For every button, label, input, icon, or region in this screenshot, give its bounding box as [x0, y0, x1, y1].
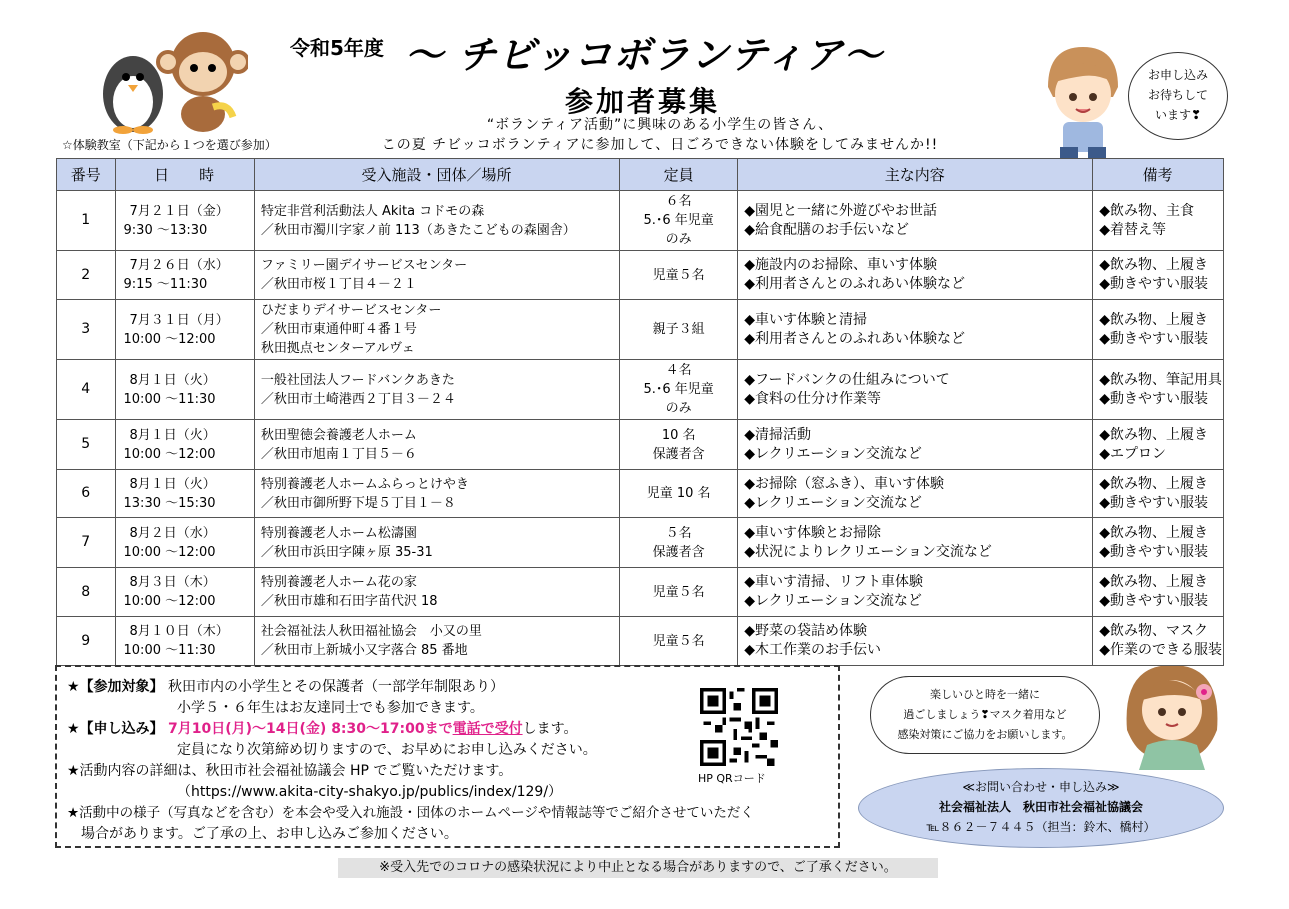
- row-facility: [254, 518, 619, 568]
- row-content-line: ◆園児と一緒に外遊びやお世話: [744, 202, 937, 219]
- table-header-row: [57, 159, 1224, 191]
- row-notes-line: ◆飲み物、上履き: [1099, 475, 1208, 492]
- row-notes: [1093, 300, 1224, 360]
- penguin-monkey-illustration: [88, 22, 248, 137]
- row-facility: [254, 251, 619, 300]
- girl-illustration: [1112, 660, 1224, 770]
- schedule-table: [56, 158, 1224, 666]
- speech-bubble: [1128, 52, 1228, 140]
- col-header-notes: 備考: [1093, 159, 1224, 191]
- row-capacity: [620, 420, 738, 470]
- row-capacity-line: 児童５名: [652, 633, 705, 649]
- row-capacity: [620, 191, 738, 251]
- row-datetime: [115, 251, 254, 300]
- row-facility-line: 特別養護老人ホーム花の家: [260, 575, 417, 590]
- qr-label: HP QRコード: [698, 772, 766, 785]
- row-number: 8: [57, 568, 116, 617]
- row-notes-line: ◆飲み物、上履き: [1099, 574, 1208, 590]
- table-row: [57, 617, 1224, 666]
- row-notes: [1093, 191, 1224, 251]
- row-capacity: [620, 617, 738, 666]
- row-facility: [254, 420, 619, 470]
- col-header-content: 主な内容: [738, 159, 1093, 191]
- row-facility-line: 社会福祉法人秋田福祉協会 小又の里: [260, 624, 482, 639]
- row-capacity-line: ５名: [665, 525, 692, 541]
- table-row: [57, 518, 1224, 568]
- row-notes-line: ◆飲み物、上履き: [1099, 257, 1208, 273]
- row-number: 1: [57, 191, 116, 251]
- row-datetime: [115, 300, 254, 360]
- footnote: ※受入先でのコロナの感染状況により中止となる場合がありますので、ご了承ください。: [338, 858, 938, 878]
- row-notes-line: ◆作業のできる服装: [1099, 642, 1222, 658]
- apply-label: ★【申し込み】: [67, 721, 164, 737]
- bubble-line: 過ごしましょう❣マスク着用など: [903, 708, 1067, 721]
- page-title: 〜 チビッコボランティア〜: [405, 33, 883, 77]
- row-datetime-line: 9:30 〜13:30: [123, 222, 208, 238]
- row-content: [738, 518, 1093, 568]
- row-notes-line: ◆飲み物、筆記用具: [1099, 371, 1222, 388]
- row-datetime-line: 8月１日（火）: [129, 476, 216, 492]
- row-content-line: ◆お掃除（窓ふき）、車いす体験: [744, 475, 944, 492]
- row-content: [738, 470, 1093, 518]
- qr-code-icon[interactable]: [700, 688, 778, 766]
- row-content-line: ◆利用者さんとのふれあい体験など: [744, 276, 965, 292]
- row-capacity-line: 5.･6 年児童: [643, 213, 714, 228]
- row-capacity: [620, 300, 738, 360]
- detail-url[interactable]: （https://www.akita-city-shakyo.jp/publics/index/129/）: [177, 784, 563, 800]
- row-datetime-line: 8月１０日（木）: [129, 624, 229, 639]
- row-capacity-line: のみ: [665, 401, 692, 416]
- row-notes-line: ◆動きやすい服装: [1099, 390, 1208, 407]
- row-number: 3: [57, 300, 116, 360]
- target-label: ★【参加対象】: [67, 679, 164, 695]
- row-content-line: ◆木工作業のお手伝い: [744, 642, 881, 658]
- row-capacity-line: のみ: [665, 232, 692, 247]
- row-facility: [254, 568, 619, 617]
- row-capacity: [620, 360, 738, 420]
- row-content-line: ◆状況によりレクリエーション交流など: [744, 543, 992, 560]
- row-datetime-line: 8月３日（木）: [129, 575, 216, 590]
- row-notes: [1093, 470, 1224, 518]
- row-capacity-line: 保護者含: [652, 446, 705, 462]
- row-facility: [254, 617, 619, 666]
- row-notes: [1093, 360, 1224, 420]
- table-row: [57, 191, 1224, 251]
- row-datetime: [115, 568, 254, 617]
- row-facility-line: ／秋田市土崎港西２丁目３－２４: [260, 391, 456, 407]
- row-capacity-line: 保護者含: [652, 544, 705, 560]
- row-datetime: [115, 470, 254, 518]
- row-facility-line: ／秋田市東通仲町４番１号: [260, 322, 417, 337]
- target-note: 小学５・６年生はお友達同士でも参加できます。: [177, 700, 484, 716]
- row-facility-line: ／秋田市雄和石田字苗代沢 18: [260, 594, 438, 609]
- row-number: 5: [57, 420, 116, 470]
- apply-note: 定員になり次第締め切りますので、お早めにお申し込みください。: [177, 742, 597, 758]
- row-datetime: [115, 360, 254, 420]
- row-facility-line: ひだまりデイサービスセンター: [260, 303, 442, 318]
- apply-method: 電話で受付: [452, 721, 523, 737]
- apply-period: 7月10日(月)〜14日(金) 8:30〜17:00まで: [168, 721, 453, 737]
- row-notes-line: ◆飲み物、上履き: [1099, 311, 1208, 328]
- row-datetime-line: 8月２日（水）: [129, 525, 216, 541]
- row-datetime-line: 7月２６日（水）: [129, 258, 229, 273]
- row-content: [738, 191, 1093, 251]
- row-facility-line: ／秋田市御所野下堤５丁目１－８: [260, 495, 456, 511]
- row-facility-line: ファミリー園デイサービスセンター: [260, 258, 468, 273]
- row-notes-line: ◆着替え等: [1099, 221, 1166, 238]
- row-facility: [254, 300, 619, 360]
- row-content-line: ◆レクリエーション交流など: [744, 494, 922, 511]
- boy-illustration: [1028, 42, 1128, 160]
- row-content-line: ◆利用者さんとのふれあい体験など: [744, 330, 965, 347]
- intro-text: [350, 115, 970, 155]
- col-header-facility: 受入施設・団体／場所: [254, 159, 619, 191]
- row-content: [738, 568, 1093, 617]
- row-facility-line: 秋田聖徳会養護老人ホーム: [260, 427, 417, 443]
- row-datetime-line: 10:00 〜12:00: [123, 331, 216, 347]
- row-notes: [1093, 251, 1224, 300]
- row-content-line: ◆フードバンクの仕組みについて: [744, 371, 950, 388]
- row-facility-line: 特定非営利活動法人 Akita コドモの森: [260, 203, 485, 219]
- row-notes: [1093, 420, 1224, 470]
- row-capacity-line: 児童 10 名: [646, 486, 711, 501]
- row-notes-line: ◆動きやすい服装: [1099, 276, 1208, 292]
- row-capacity-line: 児童５名: [652, 267, 705, 283]
- row-content-line: ◆野菜の袋詰め体験: [744, 623, 867, 639]
- row-datetime-line: 8月１日（火）: [129, 372, 216, 388]
- row-notes-line: ◆飲み物、上履き: [1099, 426, 1208, 443]
- col-header-capacity: 定員: [620, 159, 738, 191]
- row-content: [738, 300, 1093, 360]
- row-facility: [254, 360, 619, 420]
- row-datetime: [115, 420, 254, 470]
- row-content-line: ◆レクリエーション交流など: [744, 593, 922, 609]
- row-datetime-line: 7月３１日（月）: [129, 312, 229, 328]
- row-capacity-line: ６名: [665, 194, 692, 209]
- row-content-line: ◆車いす体験とお掃除: [744, 524, 881, 541]
- intro-line: この夏 チビッコボランティアに参加して、日ごろできない体験をしてみませんか!!: [381, 137, 939, 153]
- row-datetime-line: 10:00 〜11:30: [123, 391, 216, 407]
- apply-suffix: します。: [522, 721, 578, 737]
- row-capacity: [620, 470, 738, 518]
- row-capacity-line: ４名: [665, 363, 692, 378]
- row-content: [738, 617, 1093, 666]
- col-header-datetime: 日 時: [115, 159, 254, 191]
- row-notes-line: ◆飲み物、マスク: [1099, 623, 1208, 639]
- row-notes: [1093, 617, 1224, 666]
- row-datetime-line: 8月１日（火）: [129, 427, 216, 443]
- bubble-line: 楽しいひと時を一緒に: [930, 688, 1040, 701]
- row-capacity-line: 10 名: [661, 427, 696, 443]
- row-notes: [1093, 568, 1224, 617]
- contact-box: [858, 768, 1224, 848]
- row-datetime-line: 10:00 〜12:00: [123, 544, 216, 560]
- row-facility-line: ／秋田市濁川字家ノ前 113（あきたこどもの森園舎）: [260, 222, 576, 238]
- row-facility: [254, 470, 619, 518]
- fiscal-year: 令和5年度: [290, 36, 384, 60]
- row-notes-line: ◆動きやすい服装: [1099, 330, 1208, 347]
- row-content-line: ◆給食配膳のお手伝いなど: [744, 221, 909, 238]
- contact-tel[interactable]: ℡８６２－７４４５（担当：鈴木、橋村）: [926, 820, 1156, 834]
- experience-label: ☆体験教室（下記から１つを選び参加）: [62, 138, 277, 152]
- row-facility-line: ／秋田市浜田字陳ヶ原 35-31: [260, 544, 433, 560]
- row-datetime: [115, 617, 254, 666]
- row-content-line: ◆車いす清掃、リフト車体験: [744, 574, 923, 590]
- row-number: 2: [57, 251, 116, 300]
- row-content: [738, 360, 1093, 420]
- intro-line: “ボランティア活動”に興味のある小学生の皆さん、: [486, 117, 834, 133]
- row-datetime-line: 9:15 〜11:30: [123, 277, 208, 292]
- table-row: [57, 300, 1224, 360]
- row-number: 7: [57, 518, 116, 568]
- contact-org: 社会福祉法人 秋田市社会福祉協議会: [938, 800, 1143, 814]
- row-facility-line: ／秋田市桜１丁目４－２１: [260, 277, 417, 292]
- bubble-line: お申し込み: [1147, 68, 1208, 82]
- row-facility-line: 秋田拠点センターアルヴェ: [260, 341, 415, 356]
- speech-bubble-bottom: [870, 676, 1100, 754]
- row-capacity: [620, 518, 738, 568]
- row-capacity-line: 5.･6 年児童: [643, 382, 714, 397]
- bubble-line: います❣: [1154, 108, 1202, 122]
- row-content: [738, 251, 1093, 300]
- row-number: 9: [57, 617, 116, 666]
- detail-text: ★活動内容の詳細は、秋田市社会福祉協議会 HP でご覧いただけます。: [67, 763, 513, 779]
- row-notes-line: ◆動きやすい服装: [1099, 494, 1208, 511]
- row-datetime-line: 13:30 〜15:30: [123, 495, 216, 511]
- row-content-line: ◆食料の仕分け作業等: [744, 390, 881, 407]
- row-content: [738, 420, 1093, 470]
- row-number: 4: [57, 360, 116, 420]
- row-notes: [1093, 518, 1224, 568]
- table-row: [57, 470, 1224, 518]
- row-datetime-line: 10:00 〜12:00: [123, 446, 216, 462]
- row-capacity-line: 親子３組: [652, 322, 705, 337]
- col-header-number: 番号: [57, 159, 116, 191]
- row-facility-line: 一般社団法人フードバンクあきた: [260, 372, 455, 388]
- table-row: [57, 568, 1224, 617]
- row-datetime: [115, 518, 254, 568]
- row-number: 6: [57, 470, 116, 518]
- row-facility-line: 特別養護老人ホームふらっとけやき: [260, 476, 469, 492]
- row-facility-line: ／秋田市上新城小又字落合 85 番地: [260, 643, 468, 658]
- photo-text: ★活動中の様子（写真などを含む）を本会や受入れ施設・団体のホームページや情報誌等でご紹介させていただく: [67, 805, 754, 821]
- row-facility-line: ／秋田市旭南１丁目５－６: [260, 446, 417, 462]
- bubble-line: お待ちして: [1147, 88, 1208, 102]
- row-notes-line: ◆飲み物、上履き: [1099, 524, 1208, 541]
- table-row: [57, 251, 1224, 300]
- bubble-line: 感染対策にご協力をお願いします。: [897, 728, 1073, 741]
- row-facility-line: 特別養護老人ホーム松濤園: [260, 525, 417, 541]
- row-datetime-line: 10:00 〜11:30: [123, 643, 216, 658]
- row-content-line: ◆施設内のお掃除、車いす体験: [744, 257, 937, 273]
- row-capacity-line: 児童５名: [652, 584, 705, 600]
- row-content-line: ◆清掃活動: [744, 426, 811, 443]
- row-notes-line: ◆飲み物、主食: [1099, 202, 1194, 219]
- row-facility: [254, 191, 619, 251]
- row-datetime: [115, 191, 254, 251]
- row-capacity: [620, 251, 738, 300]
- target-text: 秋田市内の小学生とその保護者（一部学年制限あり）: [168, 679, 505, 695]
- table-row: [57, 420, 1224, 470]
- row-notes-line: ◆動きやすい服装: [1099, 543, 1208, 560]
- page-subtitle: 参加者募集: [565, 85, 721, 118]
- photo-text-2: 場合があります。ご了承の上、お申し込みご参加ください。: [81, 826, 458, 842]
- contact-heading: ≪お問い合わせ・申し込み≫: [962, 780, 1120, 794]
- row-capacity: [620, 568, 738, 617]
- row-datetime-line: 7月２１日（金）: [129, 203, 229, 219]
- row-notes-line: ◆エプロン: [1099, 445, 1166, 462]
- row-notes-line: ◆動きやすい服装: [1099, 593, 1208, 609]
- table-row: [57, 360, 1224, 420]
- row-content-line: ◆レクリエーション交流など: [744, 445, 922, 462]
- row-content-line: ◆車いす体験と清掃: [744, 311, 867, 328]
- row-datetime-line: 10:00 〜12:00: [123, 594, 216, 609]
